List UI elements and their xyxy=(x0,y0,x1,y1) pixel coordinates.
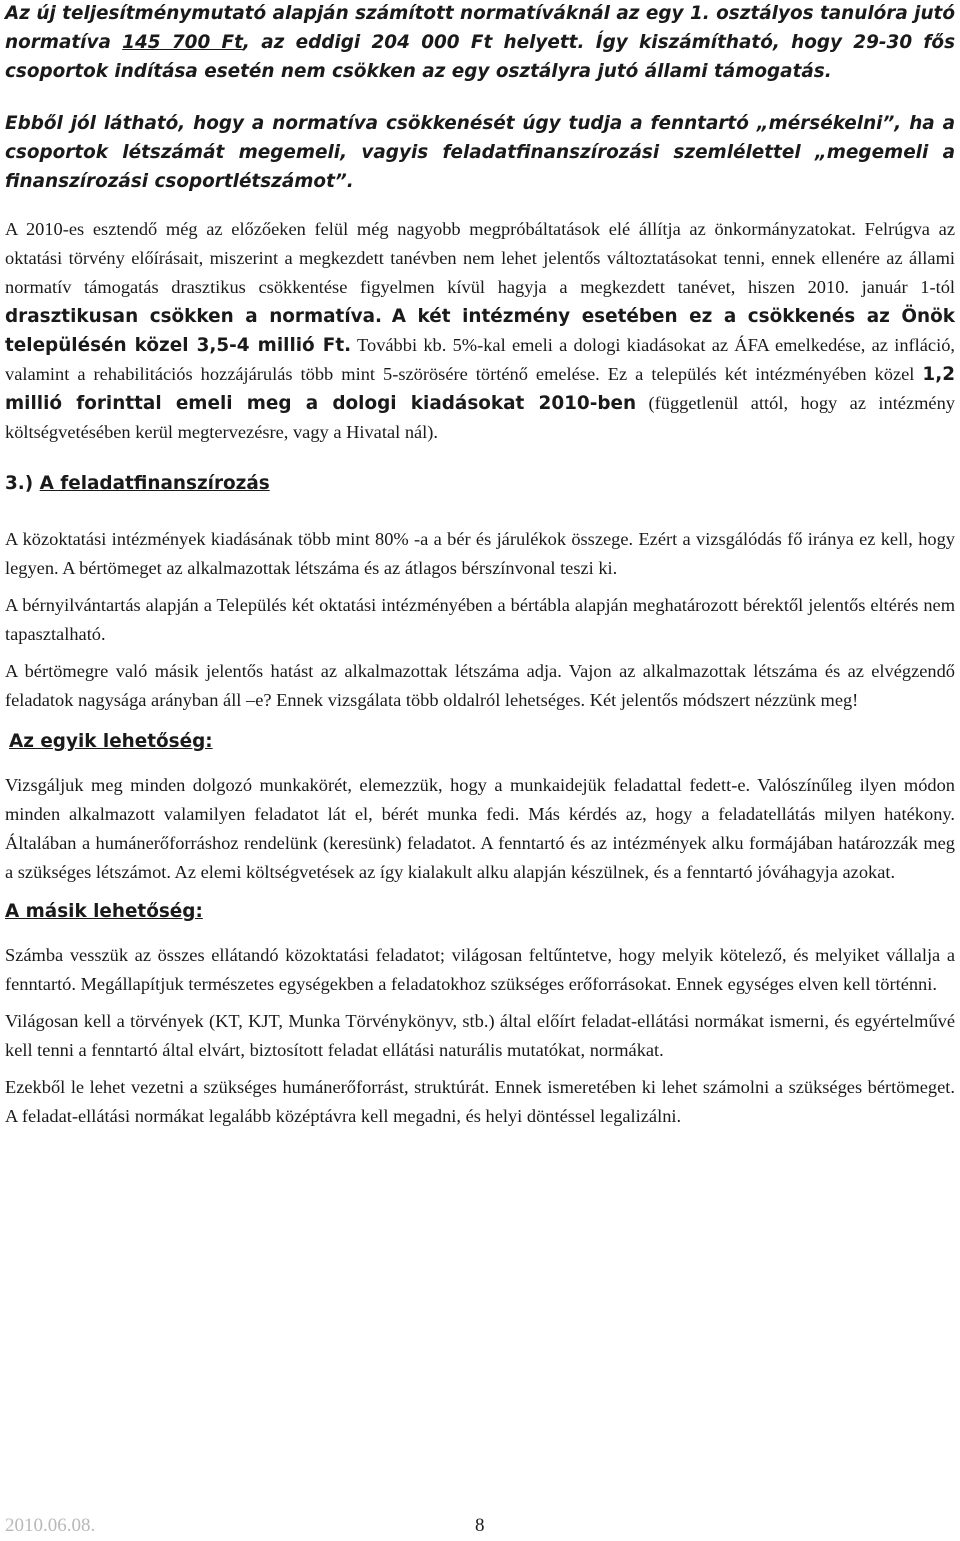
paragraph-normative-amount xyxy=(5,0,955,86)
page-number: 8 xyxy=(475,1515,485,1536)
budget-note-text: (függetlenül attól, hogy az intézmény költségvetésében kerül megtervezésre, vagy a Hivatal nál). xyxy=(5,393,955,442)
paragraph-derivation: Ezekből le lehet vezetni a szükséges humánerőforrást, struktúrát. Ennek ismeretében ki lehet számolni a szükséges bértömeget. A feladat-ellátási normákat legalább középtávra kell megadni, és helyi döntéssel legalizálni. xyxy=(5,1077,955,1126)
funding-intro-text: A 2010-es esztendő még az előzőeken felül még nagyobb megpróbáltatások elé állítja az önkormányzatokat. Felrúgva az oktatási törvény előírásait, miszerint a megkezdett tanévben nem lehet jelentős változtatásokat tenni, ennek ellenére az állami normatív támogatás drasztikus csökkentése figyelmen kívül hagyja a megkezdett tanévet, hiszen 2010. január 1-tól xyxy=(5,219,955,297)
material-cost-increase-text: 1,2 millió forinttal emeli meg a dologi kiadásokat 2010-ben xyxy=(5,364,955,414)
section-title: A feladatfinanszírozás xyxy=(39,473,270,494)
section-heading-task-financing xyxy=(5,469,955,498)
paragraph-payroll-records: A bérnyilvántartás alapján a Település két oktatási intézményében a bértábla alapján meghatározott bérektől jelentős eltérés nem tapasztalható. xyxy=(5,595,955,644)
normative-conclusion-text: Így kiszámítható, hogy 29-30 fős csoportok indítása esetén nem csökken az egy osztályra jutó állami támogatás. xyxy=(5,32,956,82)
document-page xyxy=(5,0,955,1131)
new-normative-amount: 145 700 Ft xyxy=(122,32,243,53)
page-footer xyxy=(5,1515,955,1541)
paragraph-group-size: Ebből jól látható, hogy a normatíva csökkenését úgy tudja a fenntartó „mérsékelni”, ha a csoportok létszámát megemeli, vagyis feladatfinanszírozási szemlélettel „megemeli a finanszírozási csoportlétszámot”. xyxy=(5,113,955,192)
normative-intro-text: Az új teljesítménymutató alapján számított normatíváknál az egy 1. osztályos tanulóra jutó normatíva xyxy=(5,3,955,53)
paragraph-staff-count: A bértömegre való másik jelentős hatást az alkalmazottak létszáma adja. Vajon az alkalmazottak létszáma és az elvégzendő feladatok nagysága arányban áll –e? Ennek vizsgálata több oldalról lehetséges. Két jelentős módszert nézzünk meg! xyxy=(5,661,955,710)
vat-inflation-text: További kb. 5%-kal emeli a dologi kiadásokat az ÁFA emelkedése, az infláció, valamint a rehabilitációs hozzájárulás több mint 5-szörösére történő emelése. Ez a település két intézményében közel xyxy=(5,335,955,384)
drastic-cut-text: drasztikusan csökken a normatíva. xyxy=(5,306,383,327)
first-option-title: Az egyik lehetőség: xyxy=(9,731,213,752)
paragraph-second-option: Számba vesszük az összes ellátandó közoktatási feladatot; világosan feltűntetve, hogy melyik kötelező, és melyiket vállalja a fenntartó. Megállapítjuk természetes egységekben a feladatokhoz szükséges erőforrásokat. Ennek egységes elven kell történni. xyxy=(5,945,955,994)
paragraph-wage-share: A közoktatási intézmények kiadásának több mint 80% -a a bér és járulékok összege. Ezért a vizsgálódás fő iránya ez kell, hogy legyen. A bértömeget az alkalmazottak létszáma és az átlagos bérszínvonal teszi ki. xyxy=(5,529,955,578)
footer-date: 2010.06.08. xyxy=(5,1515,96,1536)
heading-second-option xyxy=(5,897,955,926)
paragraph-legal-norms: Világosan kell a törvények (KT, KJT, Munka Törvénykönyv, stb.) által előírt feladat-ellátási normákat ismerni, és egyértelművé kell tenni a fenntartó által elvárt, biztosított feladat ellátási naturális mutatókat, normákat. xyxy=(5,1011,955,1060)
paragraph-first-option: Vizsgáljuk meg minden dolgozó munkakörét, elemezzük, hogy a munkaidejük feladattal fedett-e. Valószínűleg ilyen módon minden alkalmazott valamilyen feladatot lát el, bérét munka fedi. Más kérdés az, hogy a feladatellátás milyen hatékony. Általában a humánerőforráshoz rendelünk (keresünk) feladatot. A fenntartó és az intézmények alku formájában határozzák meg a szükséges létszámot. Az elemi költségvetések az így kialakult alku alapján készülnek, és a fenntartó jóváhagyja azokat. xyxy=(5,775,955,882)
heading-first-option xyxy=(5,727,955,756)
paragraph-2010-funding xyxy=(5,215,955,447)
second-option-title: A másik lehetőség: xyxy=(5,901,203,922)
institution-cut-text: A két intézmény esetében ez a csökkenés az Önök településén közel 3,5-4 millió Ft. xyxy=(5,306,955,356)
section-number: 3.) xyxy=(5,473,34,494)
old-normative-amount-text: , az eddigi 204 000 Ft helyett. xyxy=(242,32,585,53)
